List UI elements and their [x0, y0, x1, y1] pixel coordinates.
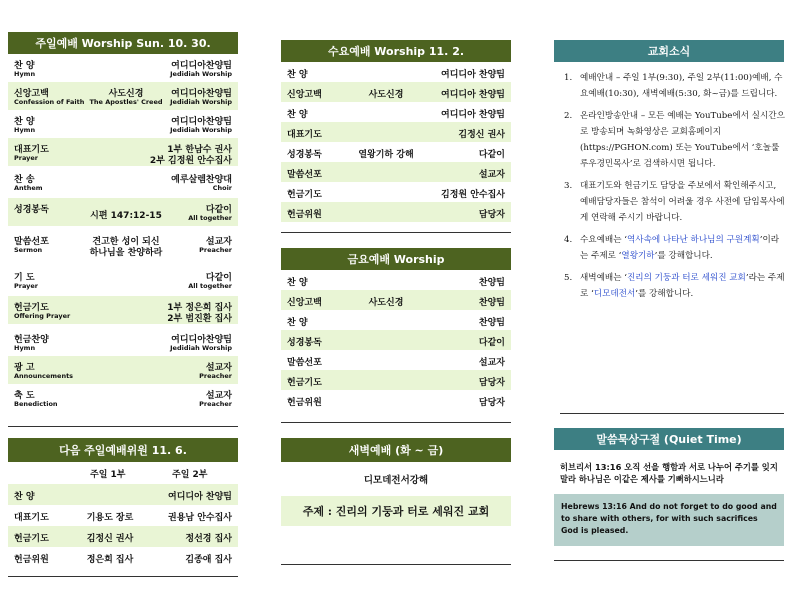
- wednesday-row: [281, 162, 511, 182]
- row-label: 헌금기도: [287, 190, 322, 200]
- qt-english: Hebrews 13:16 And do not forget to do good and to share with others, for with such sacrifices God is pleased.: [561, 502, 777, 535]
- row-sublabel: Prayer: [14, 282, 39, 290]
- news-item-text: [580, 181, 785, 223]
- row-label: 신앙고백: [287, 90, 322, 100]
- row-right: 설교자: [478, 170, 505, 180]
- row-right: 담당자: [478, 210, 505, 220]
- row-label: 대표기도: [14, 145, 49, 155]
- qt-divider: [554, 560, 784, 561]
- row-label: 헌금위원: [287, 210, 322, 220]
- news-item-text: [580, 235, 779, 261]
- row-sublabel: Offering Prayer: [14, 312, 71, 320]
- row-label: 헌금기도: [14, 534, 49, 544]
- row-right: 김정원 안수집사: [441, 190, 505, 200]
- row-right: 찬양팀: [478, 318, 505, 328]
- sunday-divider: [8, 426, 238, 427]
- row-sublabel: Confession of Faith: [14, 98, 85, 106]
- row-right: 1부 한남수 권사: [167, 145, 232, 155]
- row-col2: 권용남 안수집사: [168, 513, 232, 523]
- wednesday-row: [281, 62, 511, 82]
- row-right-sub: Preacher: [199, 372, 232, 380]
- news-item: [560, 108, 786, 172]
- qt-header: [554, 428, 784, 450]
- row-label: 축 도: [14, 391, 35, 401]
- news-item-number: 1.: [564, 73, 573, 83]
- news-text: ’를 강해합니다.: [654, 251, 713, 261]
- row-sublabel: Prayer: [14, 154, 39, 162]
- friday-row: [281, 290, 511, 310]
- dawn-title: 새벽예배 (화 ~ 금): [348, 444, 444, 457]
- sunday-row: [8, 110, 238, 138]
- row-right-sub: Jedidiah Worship: [170, 126, 232, 134]
- news-item: [560, 232, 786, 264]
- row-right: 찬양팀: [478, 278, 505, 288]
- next-divider: [8, 576, 238, 577]
- sunday-row: [8, 138, 238, 166]
- sunday-column: [8, 0, 238, 612]
- wednesday-row: [281, 102, 511, 122]
- dawn-header: [281, 438, 511, 462]
- row-right: 여디디아찬양팀: [171, 335, 232, 345]
- row-right: 예루살렘찬양대: [171, 175, 232, 185]
- row-label: 찬 양: [287, 278, 308, 288]
- row-label: 성경봉독: [14, 205, 49, 215]
- col-2-header: 주일 2부: [172, 470, 208, 480]
- qt-english-box: [554, 494, 784, 546]
- wednesday-row: [281, 202, 511, 222]
- news-item-text: [580, 273, 785, 299]
- dawn-divider: [281, 564, 511, 565]
- row-right: 다같이: [478, 338, 505, 348]
- row-label: 성경봉독: [287, 338, 322, 348]
- weekday-column: [281, 0, 511, 612]
- friday-row: [281, 270, 511, 290]
- sunday-row: [8, 328, 238, 356]
- news-highlight: 디모데전서: [593, 289, 636, 299]
- dawn-theme-box: [281, 496, 511, 526]
- row-right: 다같이: [478, 150, 505, 160]
- sunday-row: [8, 198, 238, 226]
- sunday-row: [8, 296, 238, 324]
- row-label: 찬 송: [14, 175, 35, 185]
- sunday-row: [8, 82, 238, 110]
- row-right: 다같이: [205, 273, 232, 283]
- qt-korean: 히브리서 13:16 오직 선을 행함과 서로 나누어 주기를 잊지 말라 하나님은 이같은 제사를 기뻐하시느니라: [560, 462, 778, 484]
- row-label: 말씀선포: [14, 237, 49, 247]
- news-highlight: 열왕기하: [621, 251, 655, 261]
- row-right: 여디디아찬양팀: [171, 61, 232, 71]
- friday-row: [281, 350, 511, 370]
- news-divider: [560, 413, 784, 414]
- row-col2: 김종애 집사: [185, 555, 232, 565]
- friday-row: [281, 390, 511, 410]
- row-col1: 기용도 장로: [86, 513, 134, 523]
- row-right: 설교자: [205, 237, 232, 247]
- row-sublabel: Hymn: [14, 344, 36, 352]
- news-item-text: [580, 73, 782, 99]
- row-sublabel: Hymn: [14, 126, 36, 134]
- sunday-row: [8, 384, 238, 412]
- sunday-row: [8, 266, 238, 294]
- row-right-sub: Choir: [212, 184, 232, 192]
- news-highlight: 진리의 기둥과 터로 세워진 교회: [626, 273, 746, 283]
- sunday-order-list: [8, 54, 238, 414]
- news-highlight: 역사속에 나타난 하나님의 구원계획: [626, 235, 760, 245]
- row-right: 찬양팀: [478, 298, 505, 308]
- wednesday-list: [281, 62, 511, 222]
- row-right-sub: Preacher: [199, 400, 232, 408]
- wednesday-row: [281, 122, 511, 142]
- row-right-sub: Jedidiah Worship: [170, 98, 232, 106]
- row-right: 여디디아찬양팀: [171, 117, 232, 127]
- row-content-2: The Apostles' Creed: [89, 98, 163, 106]
- news-text: ’라는 주제로 ‘: [580, 273, 785, 299]
- news-item-text: [580, 111, 785, 169]
- row-right-sub: 2부 범진환 집사: [167, 314, 232, 324]
- dawn-subtitle: 디모데전서강해: [363, 475, 429, 486]
- news-text: ’이라는 주제로 ‘: [580, 235, 780, 261]
- wednesday-row: [281, 182, 511, 202]
- friday-row: [281, 310, 511, 330]
- next-sunday-title: 다음 주일예배위원 11. 6.: [59, 444, 187, 457]
- next-sunday-row: [8, 526, 238, 547]
- sunday-row: [8, 356, 238, 384]
- row-content: 사도신경: [368, 298, 404, 308]
- next-sunday-colheaders: [8, 462, 238, 484]
- row-right: 여디디아 찬양팀: [441, 70, 505, 80]
- news-item-number: 4.: [564, 235, 573, 245]
- row-label: 헌금기도: [14, 303, 49, 313]
- next-sunday-row: [8, 547, 238, 568]
- news-item-number: 3.: [564, 181, 573, 191]
- row-right: 설교자: [205, 391, 232, 401]
- row-right: 1부 정은희 집사: [167, 303, 232, 313]
- fri-divider: [281, 422, 511, 423]
- friday-title: 금요예배 Worship: [347, 253, 445, 266]
- row-right: 다같이: [205, 205, 232, 215]
- news-text: 대표기도와 헌금기도 담당을 주보에서 확인해주시고, 예배담당자들은 참석이 어려울 경우 사전에 담임목사에게 연락해 주시기 바랍니다.: [580, 181, 785, 223]
- row-label: 광 고: [14, 363, 35, 373]
- row-label: 대표기도: [14, 513, 49, 523]
- row-col2: 여디디아 찬양팀: [168, 492, 232, 502]
- row-content: 견고한 성이 되신: [92, 237, 160, 247]
- news-item-number: 2.: [564, 111, 573, 121]
- row-label: 헌금위원: [14, 555, 49, 565]
- row-right-sub: 2부 김정원 안수집사: [149, 156, 232, 166]
- row-label: 헌금위원: [287, 398, 322, 408]
- wednesday-header: [281, 40, 511, 62]
- row-sublabel: Announcements: [14, 372, 74, 380]
- row-right-sub: Jedidiah Worship: [170, 344, 232, 352]
- row-label: 찬 양: [287, 110, 308, 120]
- wed-divider: [281, 232, 511, 233]
- news-text: ’를 강해합니다.: [635, 289, 694, 299]
- sunday-row: [8, 230, 238, 258]
- wednesday-row: [281, 82, 511, 102]
- row-right: 김정신 권사: [458, 130, 505, 140]
- row-content: 사도신경: [368, 90, 404, 100]
- row-label: 말씀선포: [287, 170, 322, 180]
- row-label: 신앙고백: [287, 298, 322, 308]
- row-label: 찬 양: [14, 117, 35, 127]
- sunday-row: [8, 54, 238, 82]
- news-text: 새벽예배는 ‘: [580, 273, 627, 283]
- qt-title: 말씀묵상구절 (Quiet Time): [596, 433, 742, 446]
- news-item: [560, 178, 786, 226]
- row-label: 신앙고백: [14, 89, 49, 99]
- news-text: 예배안내 – 주일 1부(9:30), 주일 2부(11:00)예배, 수요예배(10:30), 새벽예배(5:30, 화~금)를 드립니다.: [580, 73, 783, 99]
- row-label: 성경봉독: [287, 150, 322, 160]
- row-label: 찬 양: [14, 492, 35, 502]
- news-item-number: 5.: [564, 273, 573, 283]
- friday-row: [281, 370, 511, 390]
- sunday-row: [8, 168, 238, 196]
- row-sublabel: Sermon: [14, 246, 43, 254]
- news-text: 온라인방송안내 – 모든 예배는 YouTube에서 실시간으로 방송되며 녹화영상은 교회홈페이지(https://PGHON.com) 또는 YouTube에서 ‘호놀룰루우경민목사’로 검색하시면 됩니다.: [580, 111, 785, 169]
- row-sublabel: Hymn: [14, 70, 36, 78]
- row-label: 말씀선포: [287, 358, 322, 368]
- row-content-2: 하나님을 찬양하라: [89, 248, 163, 258]
- row-sublabel: Benediction: [14, 400, 58, 408]
- row-content: 열왕기하 강해: [358, 150, 414, 160]
- row-label: 헌금기도: [287, 378, 322, 388]
- wednesday-title: 수요예배 Worship 11. 2.: [327, 45, 465, 58]
- friday-list: [281, 270, 511, 410]
- row-label: 찬 양: [287, 70, 308, 80]
- row-col1: 김정신 권사: [86, 534, 134, 544]
- next-sunday-row: [8, 484, 238, 505]
- news-item: [560, 270, 786, 302]
- row-label: 찬 양: [287, 318, 308, 328]
- row-right-sub: Jedidiah Worship: [170, 70, 232, 78]
- next-sunday-list: [8, 484, 238, 568]
- row-label: 헌금찬양: [14, 335, 49, 345]
- news-text: 수요예배는 ‘: [580, 235, 627, 245]
- row-right-sub: All together: [188, 214, 232, 222]
- dawn-theme: 주제 : 진리의 기둥과 터로 세워진 교회: [302, 505, 490, 518]
- row-col2: 정선경 집사: [185, 534, 232, 544]
- row-content: 사도신경: [108, 89, 144, 99]
- news-item: [560, 70, 786, 102]
- row-right: 여디디아 찬양팀: [441, 110, 505, 120]
- next-sunday-header: [8, 438, 238, 462]
- row-right: 담당자: [478, 398, 505, 408]
- row-right: 담당자: [478, 378, 505, 388]
- news-title: 교회소식: [647, 45, 691, 58]
- news-list: [560, 70, 786, 308]
- row-right-sub: All together: [188, 282, 232, 290]
- friday-row: [281, 330, 511, 350]
- row-sublabel: Anthem: [14, 184, 43, 192]
- row-right-sub: Preacher: [199, 246, 232, 254]
- row-content: 시편 147:12-15: [90, 211, 162, 221]
- news-header: [554, 40, 784, 62]
- sunday-header: [8, 32, 238, 54]
- sunday-title: 주일예배 Worship Sun. 10. 30.: [35, 37, 211, 50]
- row-col1: 정은희 집사: [86, 555, 134, 565]
- row-label: 기 도: [14, 273, 35, 283]
- row-right: 설교자: [478, 358, 505, 368]
- wednesday-row: [281, 142, 511, 162]
- col-1-header: 주일 1부: [90, 470, 126, 480]
- row-label: 찬 양: [14, 61, 35, 71]
- next-sunday-row: [8, 505, 238, 526]
- friday-header: [281, 248, 511, 270]
- row-right: 여디디아찬양팀: [171, 89, 232, 99]
- row-label: 대표기도: [287, 130, 322, 140]
- row-right: 여디디아 찬양팀: [441, 90, 505, 100]
- row-right: 설교자: [205, 363, 232, 373]
